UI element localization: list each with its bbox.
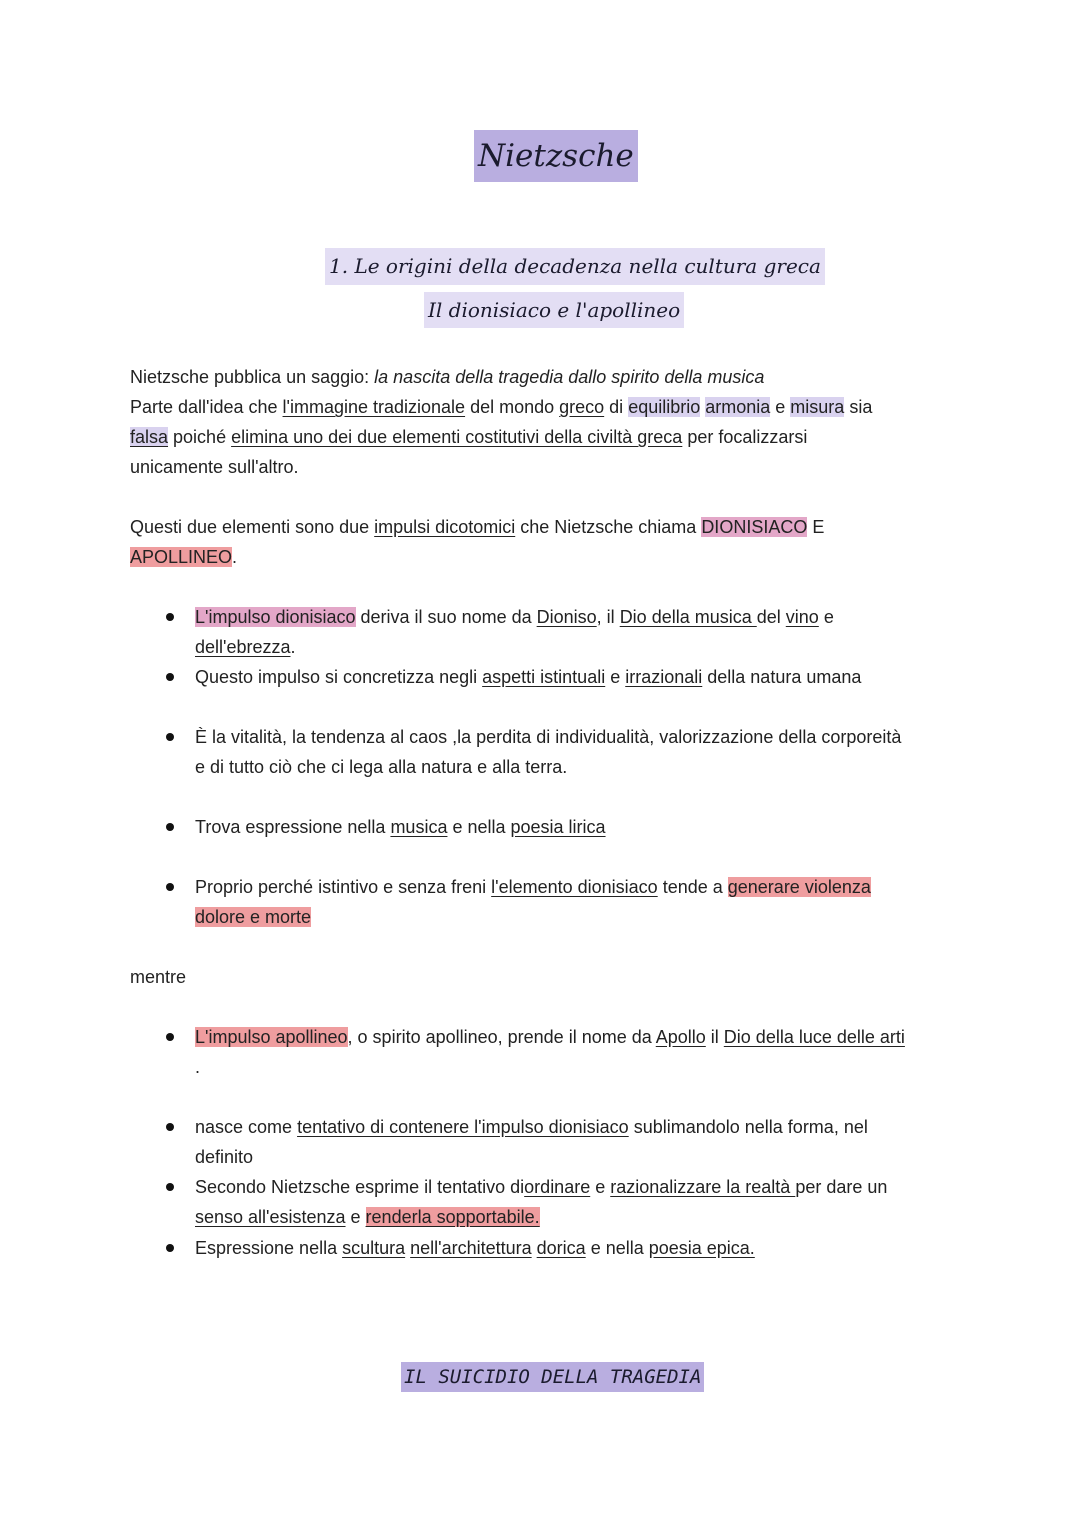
dionysian-bullet-1-cont	[195, 632, 296, 662]
dionysian-bullet-3: È la vitalità, la tendenza al caos ,la perdita di individualità, valorizzazione della corporeità	[195, 727, 902, 747]
intro-text: e	[770, 397, 791, 417]
underlined-phrase: razionalizzare la realtà	[610, 1177, 796, 1197]
highlighted-term: armonia	[705, 397, 771, 417]
body-text: Proprio perché istintivo e senza freni	[195, 877, 492, 897]
bullet	[166, 673, 174, 681]
underlined-term: poesia lirica	[510, 817, 606, 837]
underlined-term: ordinare	[524, 1177, 591, 1197]
body-text: e	[345, 1207, 366, 1227]
body-text: e nella	[447, 817, 511, 837]
underlined-term: impulsi dicotomici	[374, 517, 516, 537]
highlighted-phrase: renderla sopportabile.	[365, 1207, 540, 1227]
highlighted-term: L'impulso dionisiaco	[195, 607, 356, 627]
bullet	[166, 1033, 174, 1041]
intro-text: per focalizzarsi	[682, 427, 808, 447]
body-text: , il	[596, 607, 620, 627]
elements-line-2	[130, 542, 237, 572]
apollonian-bullet-2-cont: definito	[195, 1147, 254, 1167]
essay-title: la nascita della tragedia dallo spirito della musica	[374, 367, 765, 387]
intro-line-1	[130, 362, 764, 392]
body-text: .	[232, 547, 238, 567]
body-text: e nella	[585, 1238, 649, 1258]
body-text: il	[705, 1027, 724, 1047]
stray-dot: .	[195, 1057, 201, 1077]
body-text: sublimandolo nella forma, nel	[628, 1117, 868, 1137]
underlined-term: Dio della musica	[619, 607, 757, 627]
body-text: e	[590, 1177, 611, 1197]
intro-text: di	[604, 397, 629, 417]
underlined-term: Dio della luce delle arti	[723, 1027, 905, 1047]
elements-line-1	[130, 512, 824, 542]
body-text: Espressione nella	[195, 1238, 343, 1258]
page-title: Nietzsche	[474, 130, 638, 182]
dionysian-bullet-4	[195, 812, 606, 842]
underlined-term: musica	[390, 817, 448, 837]
body-text: Secondo Nietzsche esprime il tentativo di	[195, 1177, 525, 1197]
apollonian-bullet-3	[195, 1172, 887, 1202]
connector-word: mentre	[130, 967, 187, 987]
highlighted-term: falsa	[130, 427, 169, 447]
underlined-term: greco	[559, 397, 605, 417]
apollonian-bullet-1	[195, 1022, 905, 1052]
bullet	[166, 883, 174, 891]
body-text: nasce come	[195, 1117, 298, 1137]
underlined-term: Apollo	[655, 1027, 706, 1047]
bullet	[166, 1123, 174, 1131]
highlighted-term: equilibrio	[628, 397, 701, 417]
bullet	[166, 823, 174, 831]
highlighted-phrase: dolore e morte	[195, 907, 312, 927]
body-text: per dare un	[795, 1177, 888, 1197]
highlighted-term: misura	[790, 397, 845, 417]
body-text: e	[818, 607, 834, 627]
body-text: .	[290, 637, 296, 657]
underlined-term: poesia epica.	[648, 1238, 755, 1258]
dionysian-bullet-5	[195, 872, 871, 902]
intro-text: del mondo	[465, 397, 560, 417]
bullet	[166, 733, 174, 741]
bullet	[166, 613, 174, 621]
intro-text: poiché	[168, 427, 232, 447]
body-text: Questi due elementi sono due	[130, 517, 375, 537]
body-text: Trova espressione nella	[195, 817, 391, 837]
apollonian-bullet-4	[195, 1233, 755, 1263]
underlined-term: l'elemento dionisiaco	[491, 877, 658, 897]
underlined-term: scultura	[342, 1238, 406, 1258]
dionysian-bullet-1	[195, 602, 834, 632]
underlined-term: nell'architettura	[410, 1238, 532, 1258]
body-text: che Nietzsche chiama	[515, 517, 702, 537]
dionysian-bullet-3-cont: e di tutto ciò che ci lega alla natura e alla terra.	[195, 757, 568, 777]
body-text: E	[807, 517, 825, 537]
bullet	[166, 1244, 174, 1252]
section-heading: 1. Le origini della decadenza nella cultura greca	[325, 248, 825, 285]
highlighted-phrase: generare violenza	[727, 877, 871, 897]
body-text: Questo impulso si concretizza negli	[195, 667, 483, 687]
apollonian-bullet-2	[195, 1112, 868, 1142]
underlined-term: dorica	[536, 1238, 586, 1258]
intro-text: Nietzsche pubblica un saggio:	[130, 367, 375, 387]
intro-text: Parte dall'idea che	[130, 397, 283, 417]
intro-line-3	[130, 422, 807, 452]
next-section-heading: IL SUICIDIO DELLA TRAGEDIA	[401, 1362, 704, 1392]
highlighted-term: APOLLINEO	[130, 547, 233, 567]
section-subheading: Il dionisiaco e l'apollineo	[424, 292, 684, 328]
body-text: tende a	[657, 877, 728, 897]
highlighted-term: DIONISIACO	[701, 517, 808, 537]
body-text: della natura umana	[702, 667, 862, 687]
intro-line-4: unicamente sull'altro.	[130, 457, 299, 477]
underlined-phrase: tentativo di contenere l'impulso dionisiaco	[297, 1117, 629, 1137]
highlighted-term: L'impulso apollineo	[195, 1027, 348, 1047]
underlined-term: Dioniso	[536, 607, 597, 627]
underlined-term: dell'ebrezza	[195, 637, 291, 657]
body-text: deriva il suo nome da	[355, 607, 537, 627]
intro-text: sia	[844, 397, 873, 417]
underlined-term: aspetti istintuali	[482, 667, 606, 687]
bullet	[166, 1183, 174, 1191]
underlined-term: l'immagine tradizionale	[282, 397, 466, 417]
dionysian-bullet-2	[195, 662, 861, 692]
body-text: , o spirito apollineo, prende il nome da	[347, 1027, 656, 1047]
underlined-phrase: senso all'esistenza	[195, 1207, 346, 1227]
body-text: del	[756, 607, 786, 627]
dionysian-bullet-5-cont	[195, 902, 311, 932]
intro-line-2	[130, 392, 872, 422]
body-text: e	[605, 667, 626, 687]
apollonian-bullet-3-cont	[195, 1202, 540, 1232]
underlined-term: irrazionali	[625, 667, 703, 687]
underlined-phrase: elimina uno dei due elementi costitutivi della civiltà greca	[231, 427, 683, 447]
underlined-term: vino	[785, 607, 819, 627]
